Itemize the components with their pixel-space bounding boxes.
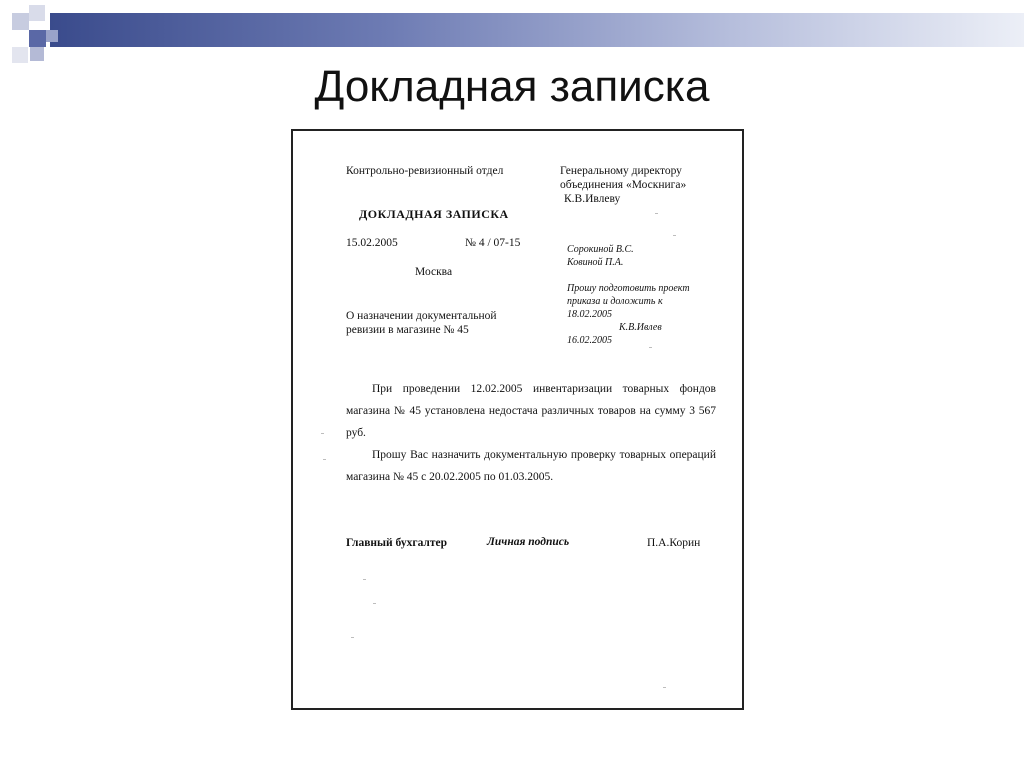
addressee-line: К.В.Ивлеву <box>564 193 621 205</box>
header-gradient-bar <box>50 13 1024 47</box>
scan-noise <box>649 347 652 348</box>
scan-noise <box>323 459 326 460</box>
addressee-block <box>560 164 686 206</box>
subject-line: ревизии в магазине № 45 <box>346 324 469 336</box>
scan-noise <box>373 603 376 604</box>
resolution-line: Ковиной П.А. <box>567 257 624 268</box>
slide-title: Докладная записка <box>314 62 710 111</box>
addressee-line: объединения «Москнига» <box>560 179 687 191</box>
decor-square <box>12 13 29 30</box>
addressee-line: Генеральному директору <box>560 165 682 177</box>
subject-line: О назначении документальной <box>346 310 497 322</box>
document-city: Москва <box>415 266 453 278</box>
scan-noise <box>363 579 366 580</box>
subject-block <box>346 309 497 337</box>
resolution-signer: К.В.Ивлев <box>619 322 662 333</box>
body-paragraph: Прошу Вас назначить документальную проверку товарных операций магазина № 45 с 20.02.2005 по 01.03.2005. <box>346 449 716 483</box>
decor-square <box>12 47 28 63</box>
document-number: № 4 / 07-15 <box>465 237 521 249</box>
scan-noise <box>321 433 324 434</box>
body-paragraph: При проведении 12.02.2005 инвентаризации товарных фондов магазина № 45 установлена недостача различных товаров на сумму 3 567 руб. <box>346 383 716 439</box>
resolution-line: 18.02.2005 <box>567 309 612 320</box>
decor-square <box>30 47 44 61</box>
signature-name: П.А.Корин <box>647 537 701 549</box>
resolution-spacer <box>567 269 690 282</box>
department-label: Контрольно-ревизионный отдел <box>346 165 504 177</box>
decor-square <box>29 5 45 21</box>
scan-noise <box>351 637 354 638</box>
scan-noise <box>673 235 676 236</box>
decor-square <box>29 30 46 47</box>
scanned-document <box>291 129 744 710</box>
document-date: 15.02.2005 <box>346 237 398 249</box>
scan-noise <box>655 213 658 214</box>
signature-mark: Личная подпись <box>487 536 570 548</box>
resolution-line: Прошу подготовить проект <box>567 283 690 294</box>
scan-noise <box>663 687 666 688</box>
resolution-line: 16.02.2005 <box>567 335 612 346</box>
decor-square <box>46 30 58 42</box>
resolution-line: Сорокиной В.С. <box>567 244 634 255</box>
resolution-line: приказа и доложить к <box>567 296 663 307</box>
document-heading: ДОКЛАДНАЯ ЗАПИСКА <box>359 207 509 221</box>
resolution-block <box>567 243 690 347</box>
signature-position: Главный бухгалтер <box>346 537 448 549</box>
